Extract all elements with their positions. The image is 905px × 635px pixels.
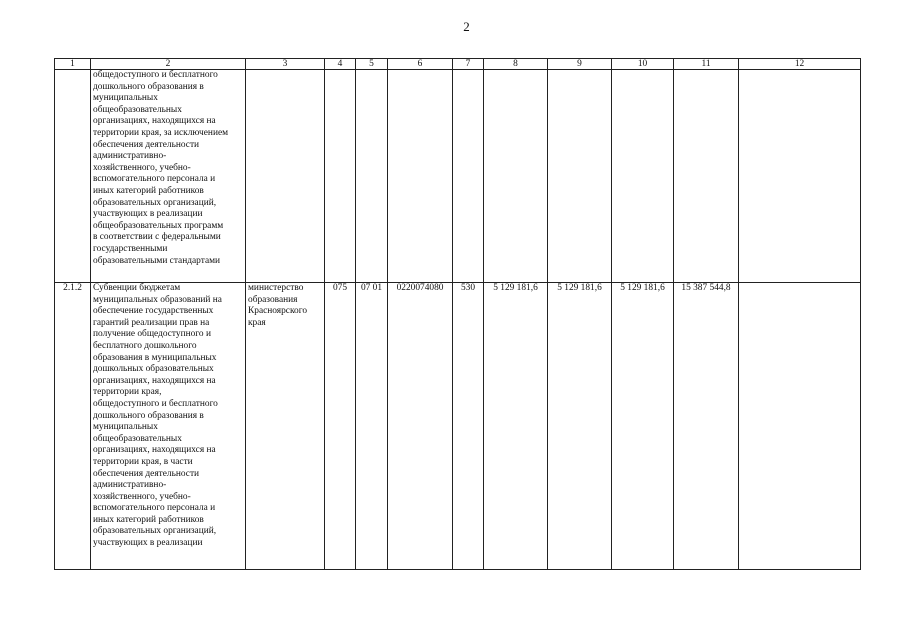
column-header: 2 xyxy=(91,59,246,70)
cell-number xyxy=(55,70,91,283)
column-header: 4 xyxy=(325,59,356,70)
column-header: 12 xyxy=(739,59,861,70)
cell-result xyxy=(739,70,861,283)
table-header-row xyxy=(55,59,861,70)
column-header: 1 xyxy=(55,59,91,70)
table-row xyxy=(55,70,861,283)
cell-administrator: министерство образования Красноярского края xyxy=(246,283,325,570)
column-header: 8 xyxy=(484,59,548,70)
cell-amount-year-3: 5 129 181,6 xyxy=(612,283,674,570)
cell-target-code: 0220074080 xyxy=(388,283,453,570)
cell-description: Субвенции бюджетам муниципальных образований на обеспечение государственных гарантий реализации прав на получение общедоступного и бесплатного дошкольного образования в муниципальных дошкольных образовательных организациях, находящихся на территории края, общедоступного и бесплатного дошкольного образования в муниципальных общеобразовательных организациях, находящихся на территории края, в части обеспечения деятельности административно- хозяйственного, учебно- вспомогательного персонала и иных категорий работников образовательных организаций, участвующих в реализации xyxy=(91,283,246,570)
cell-amount-total: 15 387 544,8 xyxy=(674,283,739,570)
cell-grbs-code xyxy=(325,70,356,283)
cell-amount-total xyxy=(674,70,739,283)
cell-amount-year-2: 5 129 181,6 xyxy=(548,283,612,570)
cell-result xyxy=(739,283,861,570)
column-header: 9 xyxy=(548,59,612,70)
cell-number: 2.1.2 xyxy=(55,283,91,570)
page-number: 2 xyxy=(463,19,470,34)
cell-description: общедоступного и бесплатного дошкольного образования в муниципальных общеобразовательных организациях, находящихся на территории края, за исключением обеспечения деятельности административно- хозяйственного, учебно- вспомогательного персонала и иных категорий работников образовательных организаций, участвующих в реализации общеобразовательных программ в соответствии с федеральными государственными образовательными стандартами xyxy=(91,70,246,283)
cell-amount-year-1: 5 129 181,6 xyxy=(484,283,548,570)
column-header: 7 xyxy=(453,59,484,70)
column-header: 11 xyxy=(674,59,739,70)
cell-target-code xyxy=(388,70,453,283)
column-header: 10 xyxy=(612,59,674,70)
cell-grbs-code: 075 xyxy=(325,283,356,570)
column-header: 3 xyxy=(246,59,325,70)
cell-section-code xyxy=(356,70,388,283)
cell-amount-year-3 xyxy=(612,70,674,283)
cell-amount-year-1 xyxy=(484,70,548,283)
column-header: 6 xyxy=(388,59,453,70)
cell-section-code: 07 01 xyxy=(356,283,388,570)
cell-amount-year-2 xyxy=(548,70,612,283)
column-header: 5 xyxy=(356,59,388,70)
budget-table xyxy=(54,58,861,570)
cell-administrator xyxy=(246,70,325,283)
cell-expense-type: 530 xyxy=(453,283,484,570)
table-row xyxy=(55,283,861,570)
cell-expense-type xyxy=(453,70,484,283)
